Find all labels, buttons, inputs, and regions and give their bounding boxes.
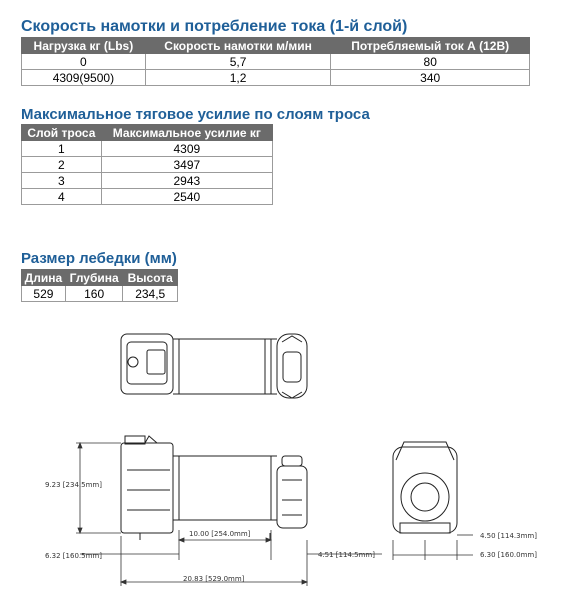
column-header: Потребляемый ток А (12В) [331, 38, 530, 54]
table-cell: 3 [22, 173, 102, 189]
table-cell: 0 [22, 54, 146, 70]
table-cell: 80 [331, 54, 530, 70]
column-header: Слой троса [22, 125, 102, 141]
table-cell: 5,7 [145, 54, 331, 70]
winch-top-view [121, 334, 307, 398]
column-header: Нагрузка кг (Lbs) [22, 38, 146, 54]
table-cell: 4309(9500) [22, 70, 146, 86]
section-title-speed: Скорость намотки и потребление тока (1-й слой) [21, 18, 408, 35]
table-cell: 3497 [101, 157, 272, 173]
table-cell: 529 [22, 286, 66, 302]
table-cell: 2 [22, 157, 102, 173]
column-header: Длина [22, 270, 66, 286]
table-cell: 1,2 [145, 70, 331, 86]
table-cell: 2540 [101, 189, 272, 205]
table-cell: 2943 [101, 173, 272, 189]
table-cell: 234,5 [123, 286, 178, 302]
winch-side-view [393, 442, 457, 533]
dim-label-side-width: 6.30 [160.0mm] [480, 551, 537, 559]
table-cell: 340 [331, 70, 530, 86]
table-cell: 4 [22, 189, 102, 205]
dim-label-total: 20.83 [529.0mm] [183, 575, 245, 583]
dim-label-height: 9.23 [234.5mm] [45, 481, 102, 489]
section-title-size: Размер лебедки (мм) [21, 250, 177, 267]
dimension-lines [76, 443, 473, 586]
table-cell: 4309 [101, 141, 272, 157]
table-cell: 1 [22, 141, 102, 157]
dim-label-left-offset: 6.32 [160.5mm] [45, 552, 102, 560]
dim-label-side-half: 4.50 [114.3mm] [480, 532, 537, 540]
column-header: Высота [123, 270, 178, 286]
section-title-pull: Максимальное тяговое усилие по слоям троса [21, 106, 370, 123]
column-header: Скорость намотки м/мин [145, 38, 331, 54]
winch-front-view [121, 436, 307, 540]
dim-label-right-offset: 4.51 [114.5mm] [318, 551, 375, 559]
column-header: Глубина [65, 270, 123, 286]
column-header: Максимальное усилие кг [101, 125, 272, 141]
dim-label-drum: 10.00 [254.0mm] [189, 530, 251, 538]
table-cell: 160 [65, 286, 123, 302]
